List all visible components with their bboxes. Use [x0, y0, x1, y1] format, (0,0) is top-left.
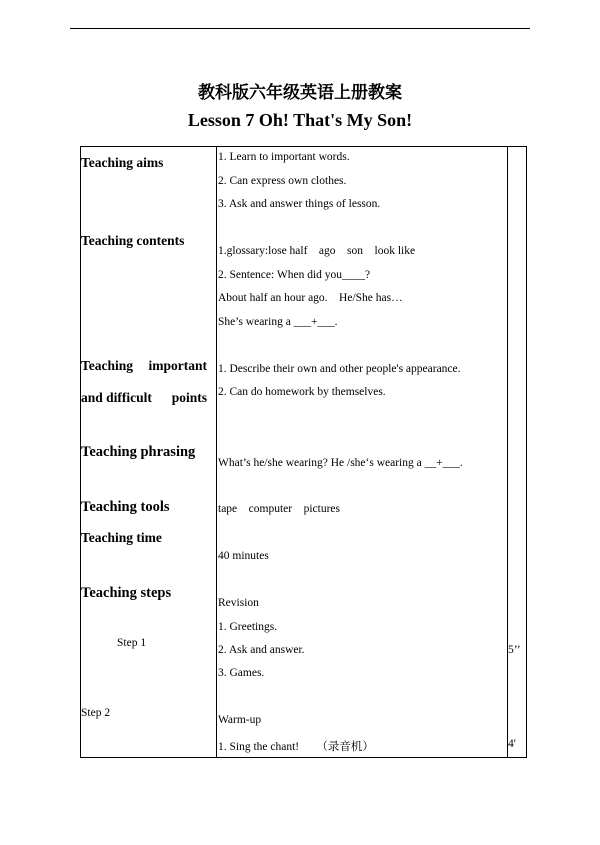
label-teaching-steps: Teaching steps: [81, 585, 172, 601]
point-2: 2. Can do homework by themselves.: [218, 386, 386, 398]
header-rule: [70, 28, 530, 29]
label-teaching-time: Teaching time: [81, 530, 162, 545]
column-divider-2: [507, 146, 508, 757]
label-difficult-word2: points: [171, 390, 207, 405]
label-teaching-contents: Teaching contents: [81, 233, 185, 248]
label-step-1: Step 1: [117, 637, 147, 649]
warmup-heading: Warm-up: [218, 714, 262, 726]
content-example-2: She’s wearing a ___+___.: [218, 316, 338, 328]
chinese-title: 教科版六年级英语上册教案: [198, 83, 402, 103]
lesson-title: Lesson 7 Oh! That's My Son!: [187, 110, 413, 130]
content-glossary: 1.glossary:lose half ago son look like: [218, 245, 416, 257]
label-difficult-word1: and difficult: [81, 390, 152, 405]
label-important-line2: [81, 390, 207, 406]
label-important-line1: [81, 358, 207, 374]
time-step-2: 4': [508, 738, 516, 750]
revision-item-1: 1. Greetings.: [218, 621, 278, 633]
revision-heading: Revision: [218, 597, 259, 609]
point-1: 1. Describe their own and other people's appearance.: [218, 363, 461, 375]
phrasing-text: What’s he/she wearing? He /she‘s wearing a __+___.: [218, 457, 463, 469]
content-sentence: 2. Sentence: When did you____?: [218, 269, 371, 281]
time-text: 40 minutes: [218, 550, 269, 562]
tools-text: tape computer pictures: [218, 503, 340, 515]
label-teaching-aims: Teaching aims: [81, 155, 164, 170]
aim-2: 2. Can express own clothes.: [218, 175, 347, 187]
aim-1: 1. Learn to important words.: [218, 151, 350, 163]
label-important-word1: Teaching: [81, 358, 134, 373]
aim-3: 3. Ask and answer things of lesson.: [218, 198, 381, 210]
label-step-2: Step 2: [81, 707, 111, 719]
label-teaching-phrasing: Teaching phrasing: [81, 444, 196, 460]
label-important-word2: important: [148, 358, 207, 373]
content-example-1: About half an hour ago. He/She has…: [218, 292, 403, 304]
time-step-1: 5’’: [508, 644, 521, 656]
column-divider-1: [216, 146, 217, 757]
label-teaching-tools: Teaching tools: [81, 499, 170, 515]
revision-item-3: 3. Games.: [218, 667, 265, 679]
revision-item-2: 2. Ask and answer.: [218, 644, 305, 656]
warmup-item-1: 1. Sing the chant! （录音机）: [218, 741, 374, 753]
